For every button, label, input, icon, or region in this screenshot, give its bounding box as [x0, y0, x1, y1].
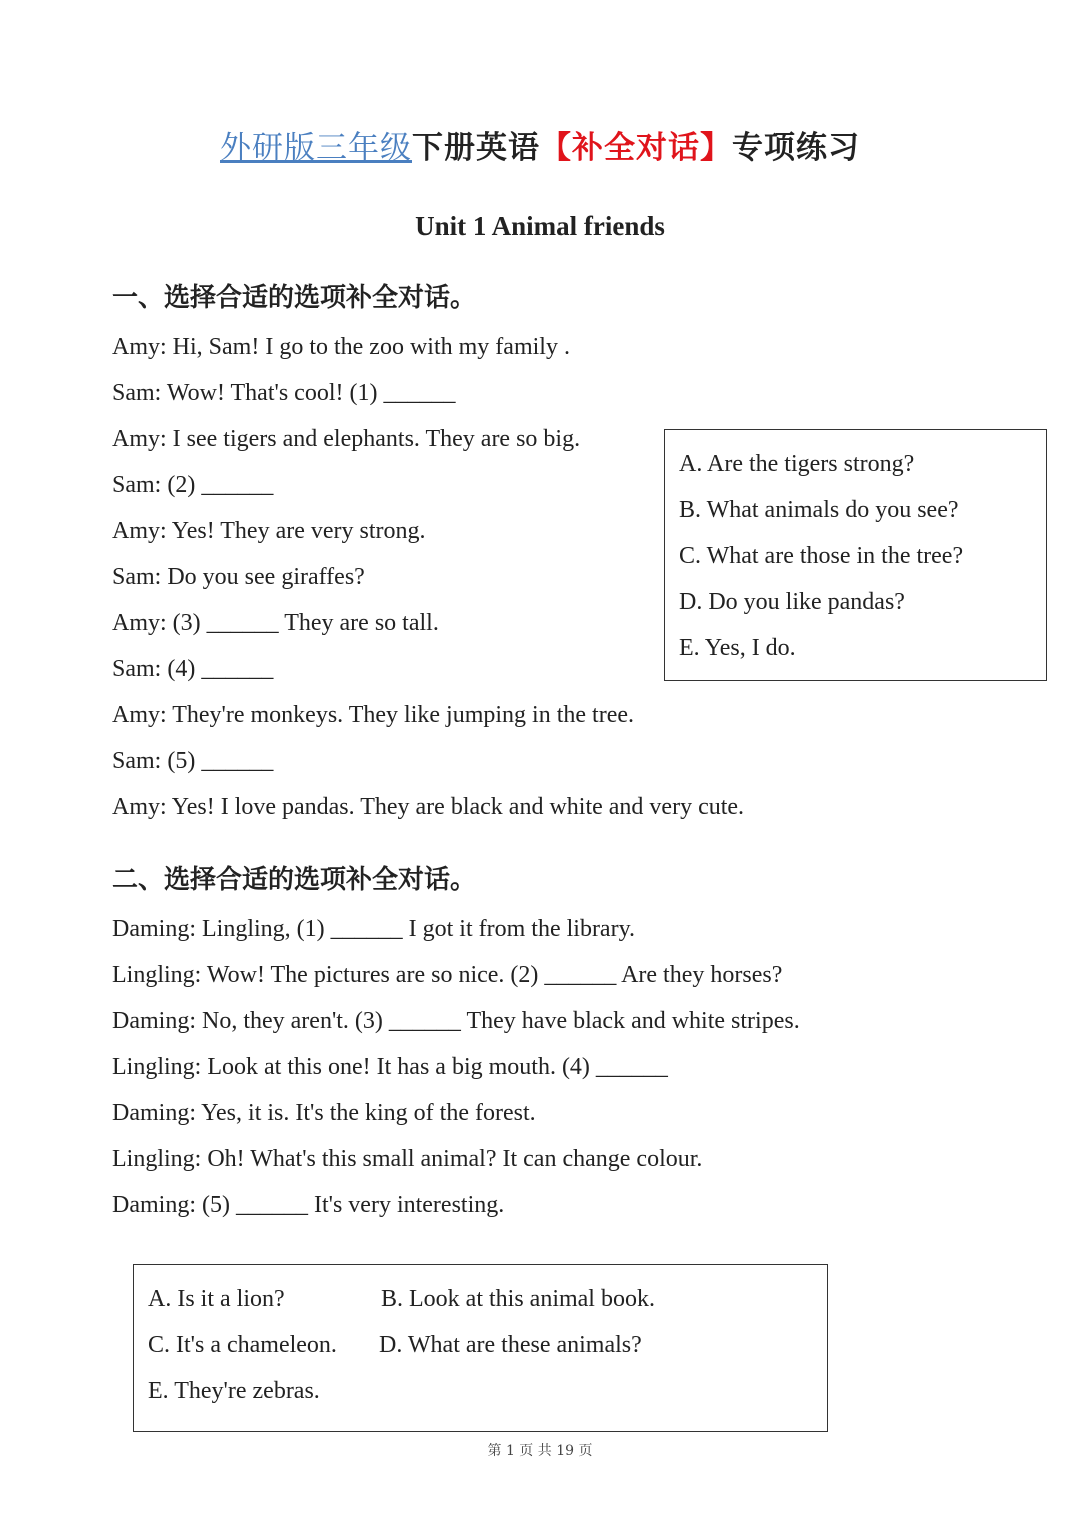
dialogue-line: Sam: (2) ______: [112, 472, 274, 498]
dialogue-line: Sam: Do you see giraffes?: [112, 564, 365, 590]
option-item: A. Is it a lion?: [148, 1286, 285, 1312]
dialogue-line: Lingling: Oh! What's this small animal? It can change colour.: [112, 1146, 703, 1172]
dialogue-line: Daming: (5) ______ It's very interesting.: [112, 1192, 505, 1218]
options-box-2: [133, 1264, 828, 1432]
title-part4: 专项练习: [732, 130, 860, 166]
option-item: B. Look at this animal book.: [381, 1286, 655, 1312]
option-item: A. Are the tigers strong?: [679, 451, 915, 477]
options-box-1: [664, 429, 1047, 681]
dialogue-line: Daming: Lingling, (1) ______ I got it from the library.: [112, 916, 636, 942]
dialogue-line: Amy: They're monkeys. They like jumping in the tree.: [112, 702, 634, 728]
dialogue-line: Amy: Hi, Sam! I go to the zoo with my family .: [112, 334, 570, 360]
dialogue-line: Amy: Yes! I love pandas. They are black and white and very cute.: [112, 794, 745, 820]
unit-heading: Unit 1 Animal friends: [415, 211, 665, 241]
title-highlight: 【补全对话】: [540, 130, 732, 166]
option-item: C. What are those in the tree?: [679, 543, 964, 569]
option-item: D. What are these animals?: [379, 1332, 642, 1358]
page-footer: 第 1 页 共 19 页: [487, 1443, 593, 1459]
title-part2: 下册英语: [412, 130, 540, 166]
option-item: D. Do you like pandas?: [679, 589, 905, 615]
option-item: E. They're zebras.: [148, 1378, 320, 1404]
dialogue-line: Sam: (4) ______: [112, 656, 274, 682]
option-item: C. It's a chameleon.: [148, 1332, 337, 1358]
dialogue-line: Lingling: Look at this one! It has a big mouth. (4) ______: [112, 1054, 668, 1080]
dialogue-line: Amy: (3) ______ They are so tall.: [112, 610, 439, 636]
section2-heading: 二、选择合适的选项补全对话。: [112, 865, 477, 895]
page-title: [0, 122, 1080, 167]
dialogue-line: Sam: Wow! That's cool! (1) ______: [112, 380, 456, 406]
dialogue-line: Daming: No, they aren't. (3) ______ They have black and white stripes.: [112, 1008, 800, 1034]
dialogue-line: Amy: Yes! They are very strong.: [112, 518, 426, 544]
title-link[interactable]: 外研版三年级: [220, 130, 412, 166]
option-item: E. Yes, I do.: [679, 635, 796, 661]
dialogue-line: Sam: (5) ______: [112, 748, 274, 774]
dialogue-line: Amy: I see tigers and elephants. They are so big.: [112, 426, 581, 452]
section1-heading: 一、选择合适的选项补全对话。: [112, 283, 477, 313]
option-item: B. What animals do you see?: [679, 497, 959, 523]
dialogue-line: Daming: Yes, it is. It's the king of the forest.: [112, 1100, 536, 1126]
dialogue-line: Lingling: Wow! The pictures are so nice. (2) ______ Are they horses?: [112, 962, 783, 988]
